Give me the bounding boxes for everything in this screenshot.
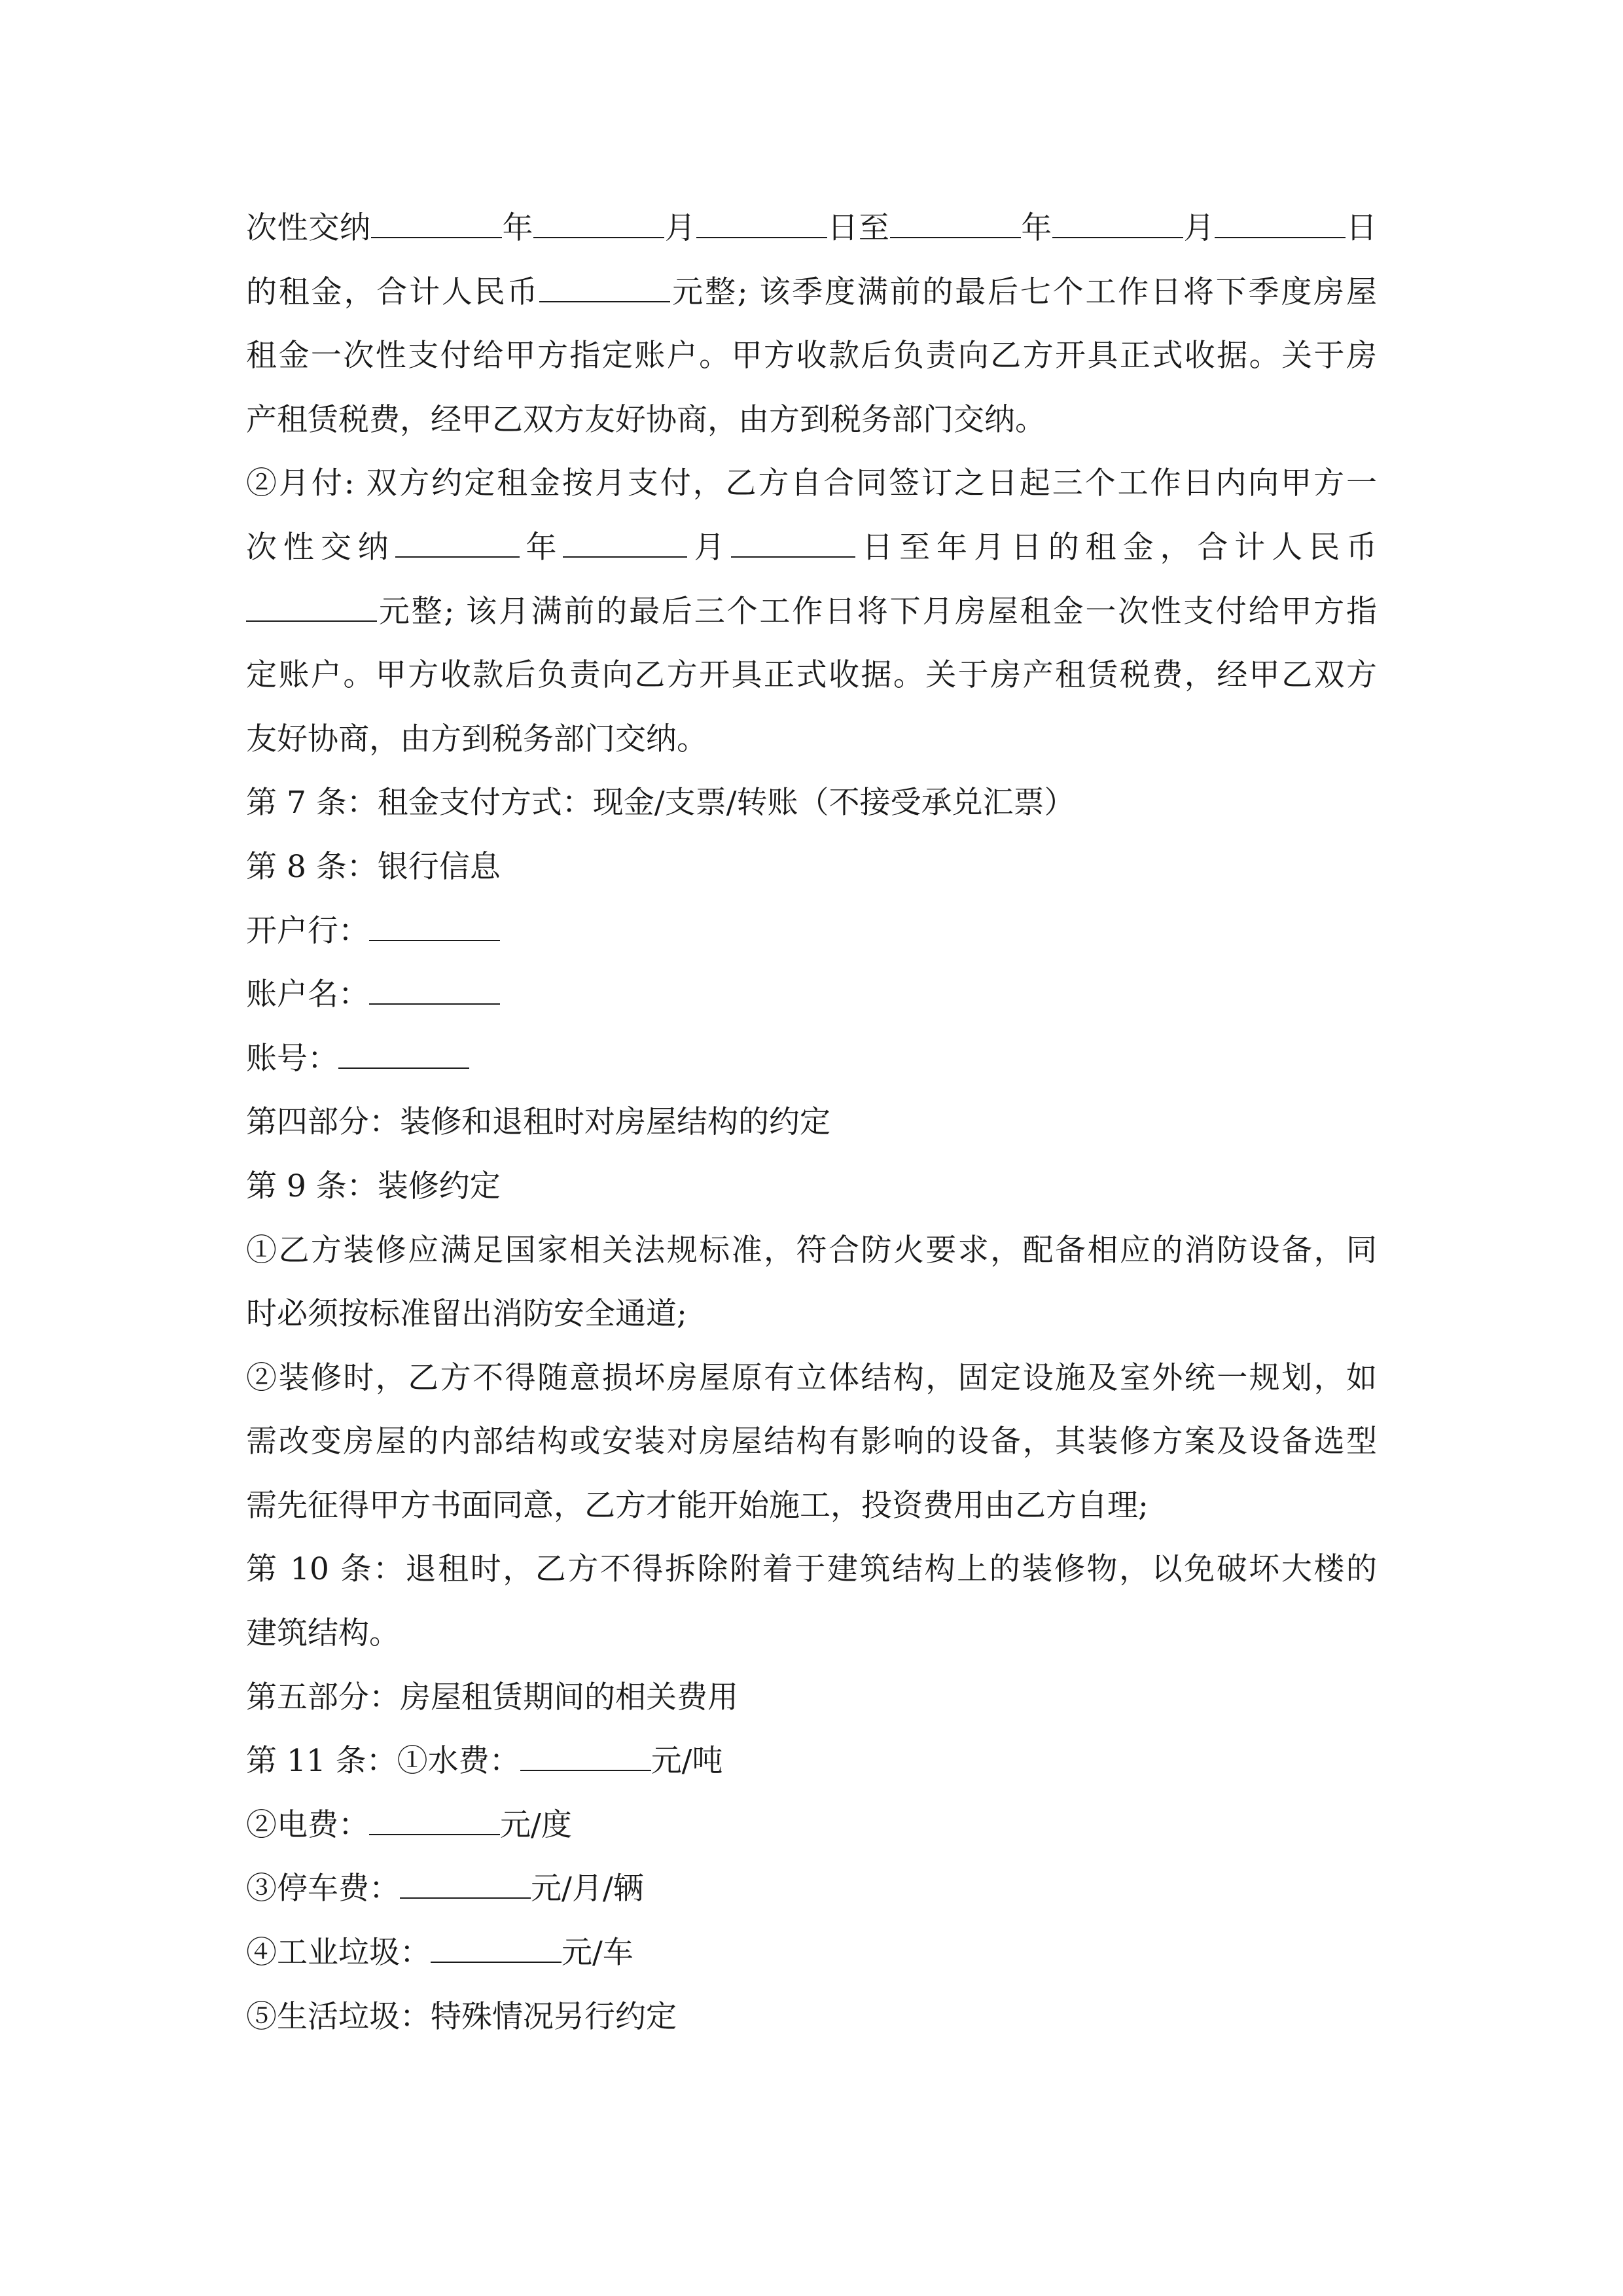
text-segment: 元/月/辆 <box>531 1871 644 1907</box>
text-line <box>246 452 1377 516</box>
text-segment: 租金一次性支付给甲方指定账户。甲方收款后负责向乙方开具正式收据。关于房 <box>246 338 1377 374</box>
text-line <box>246 771 1377 835</box>
text-line <box>246 1027 1377 1091</box>
blank-field <box>371 217 502 238</box>
text-line <box>246 1090 1377 1155</box>
text-segment: 第 10 条：退租时，乙方不得拆除附着于建筑结构上的装修物，以免破坏大楼的 <box>246 1551 1377 1588</box>
text-segment: ⑤生活垃圾：特殊情况另行约定 <box>246 1998 677 2035</box>
text-line <box>246 1793 1377 1857</box>
text-line <box>246 1155 1377 1219</box>
document-page <box>246 196 1377 2049</box>
blank-field <box>1052 217 1183 238</box>
text-segment: 第 7 条：租金支付方式：现金/支票/转账（不接受承兑汇票） <box>246 785 1075 821</box>
text-segment: ②电费： <box>246 1806 369 1843</box>
text-segment: 日至年月日的租金，合计人民币 <box>855 529 1377 565</box>
text-segment: 开户行： <box>246 912 369 949</box>
text-line <box>246 1537 1377 1602</box>
text-line <box>246 516 1377 580</box>
text-line <box>246 1282 1377 1346</box>
text-segment: 第四部分：装修和退租时对房屋结构的约定 <box>246 1104 830 1141</box>
text-line <box>246 963 1377 1027</box>
text-line <box>246 643 1377 708</box>
text-segment: 建筑结构。 <box>246 1615 400 1652</box>
text-segment: 第五部分：房屋租赁期间的相关费用 <box>246 1679 738 1715</box>
text-segment: 账号： <box>246 1040 338 1077</box>
text-line <box>246 196 1377 260</box>
text-segment: 元整; 该月满前的最后三个工作日将下月房屋租金一次性支付给甲方指 <box>377 593 1377 630</box>
blank-field <box>520 1750 651 1771</box>
text-line <box>246 580 1377 644</box>
blank-field <box>890 217 1021 238</box>
blank-field <box>400 1878 531 1899</box>
text-line <box>246 1219 1377 1283</box>
text-segment: 次性交纳 <box>246 210 371 246</box>
text-segment: 元/度 <box>500 1806 572 1843</box>
text-line <box>246 1410 1377 1474</box>
text-segment: ④工业垃圾： <box>246 1935 431 1971</box>
text-line <box>246 260 1377 325</box>
text-segment: 产租赁税费，经甲乙双方友好协商，由方到税务部门交纳。 <box>246 401 1046 438</box>
text-segment: ③停车费： <box>246 1871 400 1907</box>
blank-field <box>696 217 827 238</box>
text-line <box>246 899 1377 963</box>
text-segment: 第 11 条：①水费： <box>246 1743 520 1780</box>
text-segment: 第 9 条：装修约定 <box>246 1168 501 1204</box>
blank-field <box>1215 217 1346 238</box>
text-segment: 定账户。甲方收款后负责向乙方开具正式收据。关于房产租赁税费，经甲乙双方 <box>246 657 1377 694</box>
text-segment: 第 8 条：银行信息 <box>246 848 501 885</box>
text-segment: 需先征得甲方书面同意，乙方才能开始施工，投资费用由乙方自理; <box>246 1487 1149 1524</box>
text-segment: 年 <box>1020 210 1052 246</box>
text-line <box>246 1729 1377 1793</box>
text-line <box>246 1921 1377 1985</box>
text-segment: ②装修时，乙方不得随意损坏房屋原有立体结构，固定设施及室外统一规划，如 <box>246 1359 1377 1396</box>
blank-field <box>563 537 687 558</box>
text-line <box>246 1666 1377 1730</box>
text-segment: 日至 <box>827 210 890 246</box>
text-line <box>246 708 1377 772</box>
text-line <box>246 835 1377 899</box>
blank-field <box>539 281 670 302</box>
text-segment: 需改变房屋的内部结构或安装对房屋结构有影响的设备，其装修方案及设备选型 <box>246 1424 1377 1460</box>
text-line <box>246 1857 1377 1921</box>
text-line <box>246 1346 1377 1410</box>
text-line <box>246 388 1377 452</box>
text-segment: 年 <box>501 210 534 246</box>
blank-field <box>369 984 500 1005</box>
blank-field <box>369 920 500 941</box>
text-segment: 元整; 该季度满前的最后七个工作日将下季度房屋 <box>670 274 1377 310</box>
text-segment: 月 <box>664 210 696 246</box>
blank-field <box>338 1048 469 1069</box>
text-segment: ①乙方装修应满足国家相关法规标准，符合防火要求，配备相应的消防设备，同 <box>246 1232 1377 1268</box>
text-line <box>246 1985 1377 2049</box>
text-segment: 账户名： <box>246 977 369 1013</box>
text-segment: 年 <box>519 529 563 565</box>
blank-field <box>431 1942 562 1963</box>
text-segment: 日 <box>1346 210 1377 246</box>
text-segment: 时必须按标准留出消防安全通道; <box>246 1296 687 1333</box>
blank-field <box>369 1814 500 1835</box>
text-segment: 元/车 <box>562 1935 633 1971</box>
text-segment: 月 <box>687 529 732 565</box>
text-segment: 元/吨 <box>651 1743 723 1780</box>
blank-field <box>246 601 377 622</box>
text-segment: ②月付: 双方约定租金按月支付，乙方自合同签订之日起三个工作日内向甲方一 <box>246 465 1377 502</box>
text-segment: 友好协商，由方到税务部门交纳。 <box>246 721 707 757</box>
text-line <box>246 1474 1377 1538</box>
text-line <box>246 1602 1377 1666</box>
blank-field <box>533 217 664 238</box>
text-segment: 月 <box>1183 210 1215 246</box>
blank-field <box>395 537 520 558</box>
text-segment: 次性交纳 <box>246 529 395 565</box>
text-segment: 的租金，合计人民币 <box>246 274 540 310</box>
blank-field <box>731 537 855 558</box>
text-line <box>246 324 1377 388</box>
